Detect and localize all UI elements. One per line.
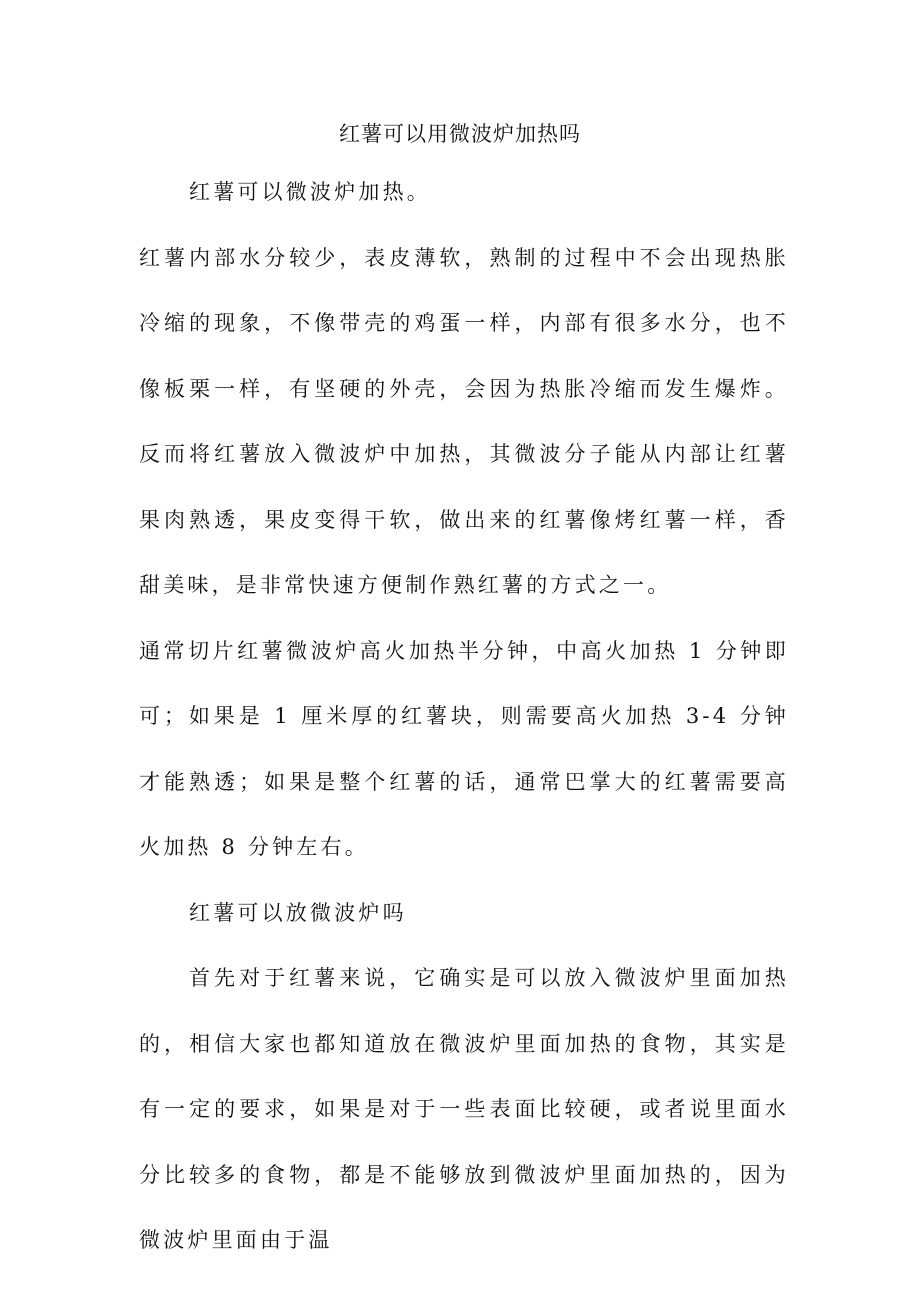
document-body — [139, 160, 789, 1274]
section-heading: 红薯可以放微波炉吗 — [189, 900, 407, 925]
paragraph-explanation: 红薯内部水分较少，表皮薄软，熟制的过程中不会出现热胀冷缩的现象，不像带壳的鸡蛋一样，内部有很多水分，也不像板栗一样，有坚硬的外壳，会因为热胀冷缩而发生爆炸。反而将红薯放入微波炉中加热，其微波分子能从内部让红薯果肉熟透，果皮变得干软，做出来的红薯像烤红薯一样，香甜美味，是非常快速方便制作熟红薯的方式之一。 — [139, 245, 789, 597]
paragraph-answer: 红薯可以微波炉加热。 — [189, 180, 431, 204]
document-title: 红薯可以用微波炉加热吗 — [339, 122, 581, 146]
paragraph-heating-times: 通常切片红薯微波炉高火加热半分钟，中高火加热 1 分钟即可；如果是 1 厘米厚的红薯块，则需要高火加热 3-4 分钟才能熟透；如果是整个红薯的话，通常巴掌大的红薯需要高火加热 8 分钟左右。 — [139, 638, 789, 859]
paragraph-microwave-requirements: 首先对于红薯来说，它确实是可以放入微波炉里面加热的，相信大家也都知道放在微波炉里面加热的食物，其实是有一定的要求，如果是对于一些表面比较硬，或者说里面水分比较多的食物，都是不能够放到微波炉里面加热的，因为微波炉里面由于温 — [139, 966, 789, 1252]
